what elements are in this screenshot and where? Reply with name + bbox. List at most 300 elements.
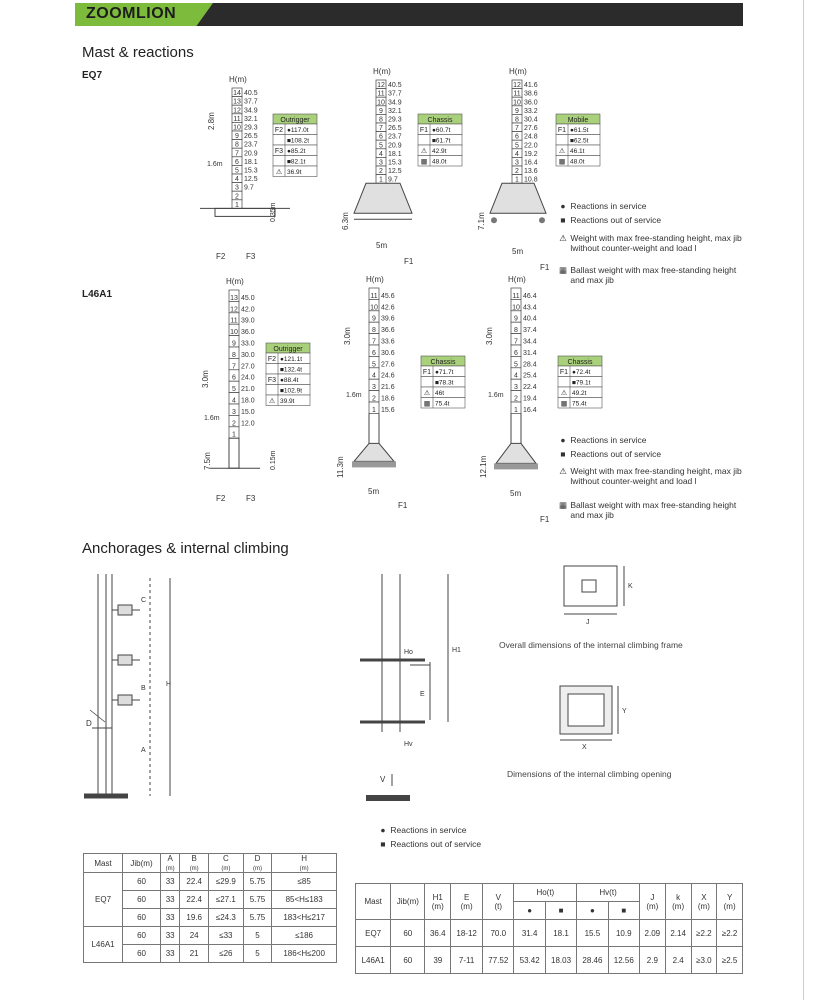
height-value: 10.8	[524, 176, 538, 184]
height-value: 40.5	[244, 90, 258, 98]
height-value: 41.6	[524, 82, 538, 90]
section-number: 10	[512, 304, 520, 312]
section-number: 4	[379, 150, 383, 158]
col-label: A	[167, 854, 173, 863]
section-number: 6	[235, 158, 239, 166]
col-v	[483, 884, 514, 920]
height-value: 27.6	[381, 361, 395, 369]
h-axis-label: H(m)	[508, 275, 526, 284]
height-value: 22.4	[523, 384, 537, 392]
legend-text: Ballast weight with max free-standing height and max jib	[570, 500, 737, 520]
table-cell: 12.56	[608, 947, 639, 974]
col-label: Mast	[94, 858, 112, 868]
section-number: 9	[379, 107, 383, 115]
anchor-legend-in	[378, 825, 578, 835]
section-number: 4	[372, 372, 376, 380]
section-number: 4	[514, 372, 518, 380]
height-value: 20.9	[388, 142, 402, 150]
table-cell: 186<H≤200	[272, 945, 337, 963]
height-value: 34.9	[388, 99, 402, 107]
force-f1: F1	[398, 501, 408, 510]
height-value: 37.7	[388, 90, 402, 98]
col-y	[717, 884, 743, 920]
section-number: 9	[235, 133, 239, 141]
label-hv: Hv	[404, 741, 413, 748]
table-cell: 33	[160, 891, 179, 909]
eq7-legend-ballast	[558, 265, 758, 285]
table-cell: 70.0	[483, 920, 514, 947]
reaction-key: ▦	[560, 400, 568, 408]
section-number: 12	[233, 107, 241, 115]
reaction-key: ▦	[558, 158, 566, 166]
reaction-value: ●88.4t	[280, 377, 299, 384]
table-cell: 60	[123, 927, 161, 945]
chassis-base	[354, 183, 412, 213]
mobile-base	[490, 183, 546, 213]
height-value: 25.4	[523, 372, 537, 380]
section-number: 10	[230, 329, 238, 337]
table-body	[356, 920, 743, 974]
height-value: 18.6	[381, 395, 395, 403]
hv-out-service: ■	[608, 902, 639, 920]
height-value: 28.4	[523, 361, 537, 369]
col-h1-label: H1	[432, 892, 443, 902]
internal-climbing-elevation	[360, 574, 448, 798]
height-value: 36.0	[241, 329, 255, 337]
dim-width: 5m	[376, 241, 388, 250]
table-cell: 60	[123, 909, 161, 927]
height-value: 36.6	[381, 327, 395, 335]
reaction-box-title: Chassis	[567, 359, 593, 366]
section-number: 11	[513, 90, 521, 98]
legend-text: Reactions in service	[570, 201, 647, 211]
ho-out-service: ■	[545, 902, 576, 920]
table-cell: 36.4	[425, 920, 451, 947]
table-row	[84, 873, 337, 891]
dim-width: 5m	[368, 487, 380, 496]
dim-height: 12.1m	[479, 455, 488, 478]
section-number: 7	[515, 125, 519, 133]
reaction-key: F1	[559, 369, 569, 376]
section-number: 8	[372, 327, 376, 335]
chassis-base	[354, 443, 394, 461]
reaction-value: 49.2t	[572, 390, 587, 397]
l46a1-legend-weight	[558, 466, 758, 486]
table-col-header	[208, 854, 243, 873]
section-number: 1	[372, 406, 376, 414]
table-cell: 18.1	[545, 920, 576, 947]
height-value: 27.6	[524, 125, 538, 133]
ballast-block	[352, 461, 396, 467]
force-f1: F1	[540, 263, 550, 272]
ballast-icon: ▦	[558, 265, 568, 275]
reaction-value: ■132.4t	[280, 366, 302, 374]
section-number: 10	[377, 99, 385, 107]
col-hv: Hv(t)	[577, 884, 640, 902]
label-e: E	[420, 691, 425, 698]
reaction-box-title: Chassis	[427, 117, 453, 124]
table-cell: 21	[180, 945, 209, 963]
height-value: 21.0	[241, 386, 255, 394]
section-number: 9	[515, 107, 519, 115]
col-j-label: J	[650, 892, 655, 902]
height-value: 22.0	[524, 142, 538, 150]
section-number: 6	[232, 374, 236, 382]
section-number: 6	[379, 133, 383, 141]
col-unit: (m)	[672, 901, 685, 911]
table-cell: 10.9	[608, 920, 639, 947]
height-value: 27.0	[241, 363, 255, 371]
legend-text: Reactions out of service	[570, 215, 662, 225]
section-number: 12	[377, 82, 385, 90]
force-f2: F2	[216, 494, 226, 503]
label-h1: H1	[452, 647, 461, 654]
table-cell: 31.4	[514, 920, 545, 947]
table-cell: 2.9	[639, 947, 665, 974]
table-col-header	[243, 854, 272, 873]
section-number: 2	[232, 420, 236, 428]
section-number: 1	[515, 176, 519, 184]
section-number: 10	[233, 124, 241, 132]
table-header-row	[356, 884, 743, 902]
col-unit: (m)	[299, 866, 309, 872]
dim-d: D	[86, 719, 92, 728]
section-number: 1	[514, 406, 518, 414]
table-header-row	[84, 854, 337, 873]
height-value: 18.1	[388, 150, 402, 158]
table-cell: 5.75	[243, 909, 272, 927]
section-number: 8	[514, 327, 518, 335]
height-value: 39.0	[241, 317, 255, 325]
section-number: 8	[379, 116, 383, 124]
col-e-label: E	[463, 892, 470, 902]
table-cell: 85<H≤183	[272, 891, 337, 909]
table-cell: 33	[160, 945, 179, 963]
col-label: H	[301, 854, 308, 863]
legend-text: Weight with max free-standing height, max jib lwithout counter-weight and load l	[570, 466, 742, 486]
height-value: 40.5	[388, 82, 402, 90]
col-k-label: k	[676, 892, 681, 902]
legend-text: Ballast weight with max free-standing height and max jib	[570, 265, 737, 285]
reaction-key: ⚠	[420, 148, 428, 155]
height-value: 19.4	[523, 395, 537, 403]
section-number: 8	[235, 141, 239, 149]
reaction-value: ■61.7t	[432, 137, 451, 145]
height-value: 31.4	[523, 349, 537, 357]
section-number: 2	[372, 395, 376, 403]
col-x-label: X	[701, 892, 707, 902]
reaction-key: F1	[419, 127, 429, 134]
legend-text: Reactions out of service	[570, 449, 662, 459]
dim-c: C	[141, 597, 147, 604]
eq7-legend-in	[558, 201, 758, 211]
col-ho: Ho(t)	[514, 884, 577, 902]
reaction-key: ⚠	[275, 169, 283, 176]
section-number: 7	[235, 150, 239, 158]
height-value: 32.1	[244, 115, 258, 123]
reaction-key: F1	[557, 127, 567, 134]
label-y: Y	[622, 708, 627, 715]
table-cell: 60	[391, 947, 425, 974]
label-x: X	[582, 744, 587, 751]
height-value: 29.3	[388, 116, 402, 124]
col-label: Jib(m)	[130, 858, 153, 868]
col-unit: (m)	[252, 866, 262, 872]
section-number: 2	[379, 168, 383, 176]
reaction-value: 46.1t	[570, 148, 585, 155]
reaction-key: F1	[422, 369, 432, 376]
reaction-key: ⚠	[268, 398, 276, 405]
circle-bullet-icon: ●	[560, 201, 566, 211]
eq7-model-label: EQ7	[82, 70, 103, 81]
height-value: 23.7	[244, 141, 258, 149]
climbing-table	[355, 883, 743, 974]
dim-height: 6.3m	[341, 212, 350, 230]
table-cell: ≤24.3	[208, 909, 243, 927]
h-axis-label: H(m)	[366, 275, 384, 284]
reaction-value: ●72.4t	[572, 369, 591, 376]
table-row	[356, 947, 743, 974]
reaction-value: 48.0t	[570, 158, 585, 166]
col-unit: (m)	[646, 901, 659, 911]
height-value: 33.6	[381, 338, 395, 346]
table-cell: ≥2.2	[691, 920, 717, 947]
force-f1: F1	[540, 515, 550, 524]
dim-a: A	[141, 747, 146, 754]
height-value: 24.6	[381, 372, 395, 380]
col-unit: (m)	[723, 901, 736, 911]
caption-opening: Dimensions of the internal climbing opening	[507, 769, 672, 779]
reaction-key: F3	[267, 377, 277, 384]
reaction-value: ■82.1t	[287, 158, 306, 166]
col-v-label: V	[495, 892, 501, 902]
section-number: 3	[515, 159, 519, 167]
weight-icon: ⚠	[559, 233, 567, 243]
reaction-value: ■79.1t	[572, 379, 591, 387]
dim-base: 0.15m	[270, 450, 277, 470]
col-label: B	[191, 854, 197, 863]
reaction-key: F2	[267, 356, 277, 363]
height-value: 12.0	[241, 420, 255, 428]
reaction-value: 42.9t	[432, 148, 447, 155]
square-bullet-icon: ■	[560, 449, 566, 459]
section-number: 11	[370, 292, 378, 300]
table-cell: 60	[123, 891, 161, 909]
height-value: 13.6	[524, 168, 538, 176]
table-cell: ≥2.5	[717, 947, 743, 974]
reaction-value: ●71.7t	[435, 369, 454, 376]
section-number: 3	[379, 159, 383, 167]
ballast-icon: ▦	[558, 500, 568, 510]
reaction-value: 39.9t	[280, 398, 295, 405]
label-k: K	[628, 583, 633, 590]
col-unit: (t)	[494, 901, 503, 911]
section-number: 4	[232, 397, 236, 405]
table-row	[84, 927, 337, 945]
circle-bullet-icon: ●	[560, 435, 566, 445]
height-value: 12.5	[244, 176, 258, 184]
height-value: 46.4	[523, 292, 537, 300]
force-f2: F2	[216, 252, 226, 261]
eq7-legend-weight	[558, 233, 758, 253]
table-cell: 5	[243, 927, 272, 945]
section-number: 7	[372, 338, 376, 346]
reaction-value: ■108.2t	[287, 137, 309, 145]
section-number: 11	[512, 292, 520, 300]
col-jib: Jib(m)	[391, 884, 425, 920]
reaction-box-title: Outrigger	[280, 117, 310, 124]
section-number: 3	[232, 408, 236, 416]
col-unit: (m)	[431, 901, 444, 911]
dim-side: 1.6m	[488, 392, 504, 399]
force-f1: F1	[404, 257, 414, 266]
legend-text: Reactions out of service	[390, 839, 482, 849]
table-cell: 2.4	[665, 947, 691, 974]
height-value: 29.3	[244, 124, 258, 132]
height-value: 34.9	[244, 107, 258, 115]
section-number: 2	[514, 395, 518, 403]
table-cell: 53.42	[514, 947, 545, 974]
height-value: 24.8	[524, 133, 538, 141]
table-cell: 60	[123, 945, 161, 963]
table-col-header	[123, 854, 161, 873]
mast-cell: EQ7	[84, 873, 123, 927]
wheel-icon	[491, 217, 497, 223]
col-h1	[425, 884, 451, 920]
section-number: 3	[514, 384, 518, 392]
table-cell: 5.75	[243, 891, 272, 909]
table-cell: 60	[391, 920, 425, 947]
section-number: 4	[235, 176, 239, 184]
height-value: 15.0	[241, 408, 255, 416]
reaction-key: F3	[274, 148, 284, 155]
height-value: 34.4	[523, 338, 537, 346]
col-unit: (m)	[460, 901, 473, 911]
table-cell: 5	[243, 945, 272, 963]
caption-frame: Overall dimensions of the internal climbing frame	[499, 640, 683, 650]
legend-text: Weight with max free-standing height, max jib lwithout counter-weight and load l	[570, 233, 742, 253]
reaction-value: ●60.7t	[432, 127, 451, 134]
height-value: 33.2	[524, 107, 538, 115]
reaction-value: ●121.1t	[280, 356, 302, 363]
height-value: 45.0	[241, 294, 255, 302]
table-cell: 33	[160, 873, 179, 891]
section-number: 12	[230, 306, 238, 314]
table-col-header	[272, 854, 337, 873]
col-j	[639, 884, 665, 920]
col-mast: Mast	[356, 884, 391, 920]
label-v: V	[380, 775, 386, 784]
dim-width: 5m	[512, 247, 524, 256]
section-number: 12	[513, 82, 521, 90]
zoomlion-logo: ZOOMLION	[86, 5, 177, 22]
wheel-icon	[539, 217, 545, 223]
square-bullet-icon: ■	[380, 839, 386, 849]
height-value: 32.1	[388, 107, 402, 115]
reaction-key: ⚠	[558, 148, 566, 155]
reaction-key: F2	[274, 127, 284, 134]
table-cell: 183<H≤217	[272, 909, 337, 927]
col-unit: (m)	[221, 866, 231, 872]
dim-seg: 3.0m	[485, 327, 494, 345]
section-number: 3	[372, 384, 376, 392]
section-number: 5	[515, 142, 519, 150]
section-number: 7	[514, 338, 518, 346]
height-value: 37.7	[244, 98, 258, 106]
table-cell: 33	[160, 909, 179, 927]
col-e	[451, 884, 483, 920]
height-value: 16.4	[524, 159, 538, 167]
section-number: 6	[515, 133, 519, 141]
table-cell: 60	[123, 873, 161, 891]
l46a1-legend-in	[558, 435, 758, 445]
height-value: 18.1	[244, 158, 258, 166]
anchor-legend-out	[378, 839, 578, 849]
height-value: 42.0	[241, 306, 255, 314]
height-value: 30.4	[524, 116, 538, 124]
dim-bottom: 7.5m	[203, 452, 212, 470]
height-value: 45.6	[381, 292, 395, 300]
section-number: 10	[513, 99, 521, 107]
table-cell: 28.46	[577, 947, 608, 974]
reaction-key: ▦	[420, 158, 428, 166]
table-row	[356, 920, 743, 947]
foundation-section	[229, 438, 239, 468]
dim-bottom: 0.35m	[270, 202, 277, 222]
reaction-key: ⚠	[423, 390, 431, 397]
height-value: 16.4	[523, 406, 537, 414]
height-value: 30.0	[241, 351, 255, 359]
table-cell: ≥3.0	[691, 947, 717, 974]
table-cell: 18.03	[545, 947, 576, 974]
height-value: 26.5	[244, 133, 258, 141]
table-cell: L46A1	[356, 947, 391, 974]
table-cell: 15.5	[577, 920, 608, 947]
section-number: 7	[232, 363, 236, 371]
section-number: 1	[379, 176, 383, 184]
section-number: 2	[235, 193, 239, 201]
dim-h: H	[166, 681, 172, 688]
section-number: 11	[233, 115, 241, 123]
section-number: 14	[233, 90, 241, 98]
height-value: 26.5	[388, 125, 402, 133]
height-value: 12.5	[388, 168, 402, 176]
reaction-key: ⚠	[560, 390, 568, 397]
height-value: 15.3	[244, 167, 258, 175]
section-number: 13	[230, 294, 238, 302]
legend-text: Reactions in service	[570, 435, 647, 445]
label-ho: Ho	[404, 649, 413, 656]
anchorage-table	[83, 853, 337, 963]
anchorages-title: Anchorages & internal climbing	[82, 540, 289, 557]
mast-reactions-title: Mast & reactions	[82, 44, 194, 61]
h-axis-label: H(m)	[226, 277, 244, 286]
reaction-box-title: Outrigger	[273, 346, 303, 353]
height-value: 39.6	[381, 315, 395, 323]
table-cell: 77.52	[483, 947, 514, 974]
reaction-value: 36.9t	[287, 169, 302, 176]
foundation-pit	[215, 208, 275, 216]
h-axis-label: H(m)	[229, 75, 247, 84]
col-x	[691, 884, 717, 920]
section-number: 5	[235, 167, 239, 175]
section-number: 5	[372, 361, 376, 369]
h-axis-label: H(m)	[509, 67, 527, 76]
section-number: 1	[235, 201, 239, 209]
ho-in-service: ●	[514, 902, 545, 920]
table-col-header	[84, 854, 123, 873]
section-number: 11	[230, 317, 238, 325]
